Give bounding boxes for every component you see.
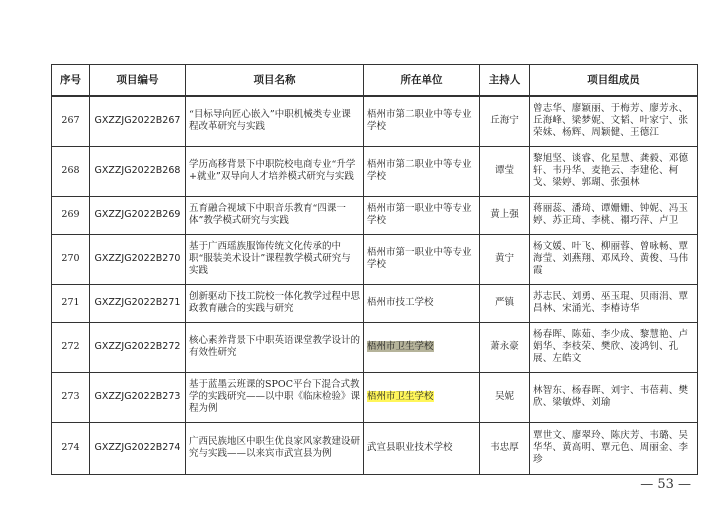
unit-text: 梧州市第二职业中等专业学校 xyxy=(367,159,472,182)
cell-host: 黄宁 xyxy=(480,234,530,284)
cell-unit xyxy=(364,146,480,196)
header-idx: 序号 xyxy=(52,65,90,97)
table-row xyxy=(52,422,698,474)
table-row xyxy=(52,284,698,322)
cell-unit xyxy=(364,196,480,234)
cell-host: 丘海宁 xyxy=(480,96,530,146)
cell-idx: 267 xyxy=(52,96,90,146)
cell-name: 创新驱动下技工院校一体化教学过程中思政教育融合的实践与研究 xyxy=(186,284,364,322)
table-row xyxy=(52,372,698,422)
cell-unit xyxy=(364,422,480,474)
header-members: 项目组成员 xyxy=(530,65,698,97)
cell-unit xyxy=(364,322,480,372)
table-row xyxy=(52,234,698,284)
cell-host: 吴妮 xyxy=(480,372,530,422)
unit-text-highlighted: 梧州市卫生学校 xyxy=(367,341,434,352)
cell-name: 学历高移背景下中职院校电商专业“升学+就业”双导向人才培养模式研究与实践 xyxy=(186,146,364,196)
cell-members: 覃世文、廖翠玲、陈庆芳、韦璐、吴华华、黄高明、覃元色、周丽金、李珍 xyxy=(530,422,698,474)
cell-code: GXZZJG2022B273 xyxy=(90,372,186,422)
cell-name: 五育融合视域下中职音乐教育“四课一体”教学模式研究与实践 xyxy=(186,196,364,234)
cell-host: 谭莹 xyxy=(480,146,530,196)
cell-idx: 270 xyxy=(52,234,90,284)
cell-unit xyxy=(364,96,480,146)
unit-text: 梧州市第二职业中等专业学校 xyxy=(367,109,472,133)
table-header-row xyxy=(52,65,698,97)
cell-members: 蒋丽蕊、潘琦、谭姗姗、钟妮、冯玉婷、苏正琦、李桃、禤巧萍、卢卫 xyxy=(530,196,698,234)
unit-text: 梧州市技工学校 xyxy=(367,297,434,308)
cell-code: GXZZJG2022B274 xyxy=(90,422,186,474)
cell-code: GXZZJG2022B270 xyxy=(90,234,186,284)
header-unit: 所在单位 xyxy=(364,65,480,97)
cell-members: 杨文媛、叶飞、柳丽蓉、曾咏畅、覃海莹、刘燕翔、邓凤玲、黄俊、马伟霞 xyxy=(530,234,698,284)
cell-host: 萧永豪 xyxy=(480,322,530,372)
cell-members: 苏志民、刘勇、巫玉琨、贝雨涓、覃昌林、宋涌光、李椿诗华 xyxy=(530,284,698,322)
cell-host: 韦忠厚 xyxy=(480,422,530,474)
cell-host: 严镇 xyxy=(480,284,530,322)
project-table xyxy=(51,64,698,475)
page-number: — 53 — xyxy=(640,477,691,492)
cell-members: 林智东、杨春晖、刘宇、韦蓓莉、樊欣、梁敏烨、刘瑜 xyxy=(530,372,698,422)
cell-unit xyxy=(364,234,480,284)
cell-name: 核心素养背景下中职英语课堂教学设计的有效性研究 xyxy=(186,322,364,372)
cell-idx: 268 xyxy=(52,146,90,196)
cell-idx: 271 xyxy=(52,284,90,322)
header-host: 主持人 xyxy=(480,65,530,97)
cell-idx: 272 xyxy=(52,322,90,372)
table-row xyxy=(52,196,698,234)
cell-members: 曾志华、廖颖丽、于梅芳、廖芳永、丘海峰、梁梦妮、文韬、叶家宁、张荣妹、杨辉、周颖健、王德江 xyxy=(530,96,698,146)
cell-unit xyxy=(364,284,480,322)
cell-code: GXZZJG2022B271 xyxy=(90,284,186,322)
unit-text: 梧州市第一职业中等专业学校 xyxy=(367,203,472,226)
unit-text: 梧州市第一职业中等专业学校 xyxy=(367,247,472,270)
header-name: 项目名称 xyxy=(186,65,364,97)
header-code: 项目编号 xyxy=(90,65,186,97)
cell-idx: 273 xyxy=(52,372,90,422)
cell-code: GXZZJG2022B267 xyxy=(90,96,186,146)
cell-name: 基于蓝墨云班课的SPOC平台下混合式教学的实践研究——以中职《临床检验》课程为例 xyxy=(186,372,364,422)
cell-code: GXZZJG2022B272 xyxy=(90,322,186,372)
unit-text-highlighted: 梧州市卫生学校 xyxy=(367,391,434,402)
table-row xyxy=(52,96,698,146)
unit-text: 武宣县职业技术学校 xyxy=(367,442,453,453)
cell-name: 基于广西瑶族服饰传统文化传承的中职“服装美术设计”课程教学模式研究与实践 xyxy=(186,234,364,284)
cell-idx: 269 xyxy=(52,196,90,234)
cell-code: GXZZJG2022B268 xyxy=(90,146,186,196)
cell-members: 杨春晖、陈茹、李少成、黎慧艳、卢娟华、李枝荣、樊欣、凌鸿钊、孔展、左皓文 xyxy=(530,322,698,372)
table-row xyxy=(52,322,698,372)
cell-code: GXZZJG2022B269 xyxy=(90,196,186,234)
cell-idx: 274 xyxy=(52,422,90,474)
cell-name: “目标导向匠心嵌入”中职机械类专业课程改革研究与实践 xyxy=(186,96,364,146)
table-row xyxy=(52,146,698,196)
cell-members: 黎旭坚、谈睿、化星慧、龚毅、邓德轩、韦丹华、麦艳云、李建伦、柯戈、梁婷、郭瑚、张强林 xyxy=(530,146,698,196)
cell-unit xyxy=(364,372,480,422)
cell-name: 广西民族地区中职生优良家风家教建设研究与实践——以来宾市武宣县为例 xyxy=(186,422,364,474)
cell-host: 黄上强 xyxy=(480,196,530,234)
